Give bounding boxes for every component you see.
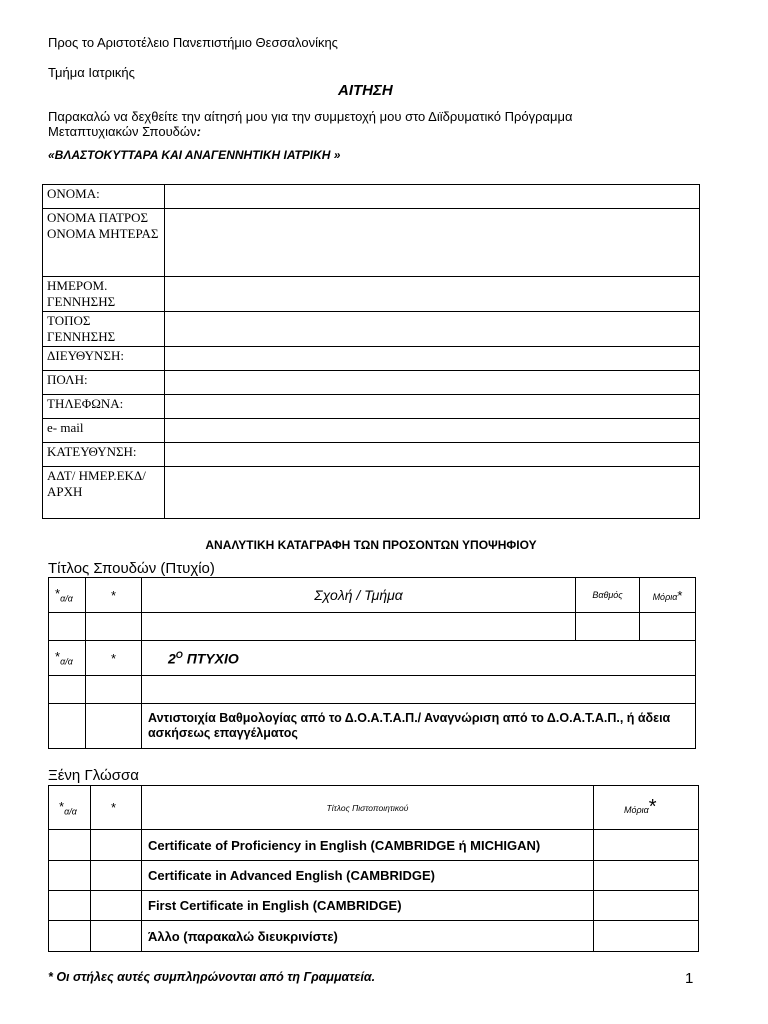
field-label: ΔΙΕΥΘΥΝΣΗ:: [43, 347, 165, 371]
table-row: [43, 312, 700, 347]
field-input[interactable]: [165, 395, 700, 419]
aa-cell[interactable]: [49, 676, 86, 704]
field-input[interactable]: [165, 312, 700, 347]
field-input[interactable]: [165, 419, 700, 443]
program-title: «ΒΛΑΣΤΟΚΥΤΤΑΡΑ ΚΑΙ ΑΝΑΓΕΝΝΗΤΙΚΗ ΙΑΤΡΙΚΗ »: [48, 148, 341, 162]
school-cell[interactable]: [142, 613, 576, 641]
aa-cell[interactable]: [49, 921, 91, 952]
grade-header: Βαθμός: [576, 578, 640, 613]
aa-label: α/α: [60, 656, 73, 667]
language-section-title: Ξένη Γλώσσα: [48, 767, 139, 784]
field-label: ΗΜΕΡΟΜ. ΓΕΝΝΗΣΗΣ: [43, 277, 165, 312]
second-degree-text: ΠΤΥΧΙΟ: [182, 650, 239, 667]
points-cell[interactable]: [640, 613, 696, 641]
aa-header: [49, 578, 86, 613]
mark-cell[interactable]: [91, 921, 142, 952]
mark-cell[interactable]: [91, 861, 142, 891]
aa-header: [49, 641, 86, 676]
mark-cell[interactable]: [86, 704, 142, 749]
table-row: [49, 861, 699, 891]
page-number: 1: [685, 970, 694, 987]
second-degree-num: 2: [168, 650, 176, 667]
aa-cell[interactable]: [49, 613, 86, 641]
table-row: [49, 704, 696, 749]
field-input[interactable]: [165, 185, 700, 209]
mark-cell[interactable]: [91, 830, 142, 861]
school-header: Σχολή / Τμήμα: [142, 578, 576, 613]
star-header: *: [86, 641, 142, 676]
points-header: [594, 786, 699, 830]
personal-info-table: [42, 184, 700, 519]
table-row: [49, 578, 696, 613]
field-label: ΑΔΤ/ ΗΜΕΡ.ΕΚΔ/ ΑΡΧΗ: [43, 467, 165, 519]
degree-table: [48, 577, 696, 749]
star-mark: *: [59, 798, 65, 814]
aa-cell[interactable]: [49, 830, 91, 861]
aa-label: α/α: [60, 593, 73, 604]
table-row: [43, 277, 700, 312]
field-label: ΤΟΠΟΣ ΓΕΝΝΗΣΗΣ: [43, 312, 165, 347]
intro-line-1: Παρακαλώ να δεχθείτε την αίτησή μου για την συμμετοχή μου στο Διϊδρυματικό Πρόγραμμα: [48, 109, 573, 124]
table-row: [49, 891, 699, 921]
recipient-line: Προς το Αριστοτέλειο Πανεπιστήμιο Θεσσαλονίκης: [48, 35, 338, 50]
aa-label: α/α: [64, 806, 77, 817]
table-row: [49, 613, 696, 641]
points-cell[interactable]: [594, 891, 699, 921]
table-row: [49, 786, 699, 830]
table-row: [43, 185, 700, 209]
mark-cell[interactable]: [91, 891, 142, 921]
table-row: [43, 443, 700, 467]
field-input[interactable]: [165, 443, 700, 467]
points-label: Μόρια: [652, 591, 678, 602]
points-cell[interactable]: [594, 921, 699, 952]
page-title: ΑΙΤΗΣΗ: [338, 82, 393, 99]
points-label: Μόρια: [624, 805, 649, 815]
star-mark: *: [55, 649, 61, 665]
intro-colon: :: [196, 124, 201, 139]
equivalence-label: Αντιστοιχία Βαθμολογίας από το Δ.Ο.Α.Τ.Α.Π./ Αναγνώριση από το Δ.Ο.Α.Τ.Α.Π., ή άδεια ασκήσεως επαγγέλματος: [142, 704, 696, 749]
intro-line-2: [48, 124, 201, 139]
star-mark: *: [648, 796, 657, 818]
star-mark: *: [677, 587, 683, 603]
aa-cell[interactable]: [49, 891, 91, 921]
mark-cell[interactable]: [86, 613, 142, 641]
table-row: [49, 921, 699, 952]
field-label: ΟΝΟΜΑ:: [43, 185, 165, 209]
certificate-label: Certificate in Advanced English (CAMBRIDGE): [142, 861, 594, 891]
aa-cell[interactable]: [49, 704, 86, 749]
language-table: [48, 785, 699, 952]
footer-note: * Οι στήλες αυτές συμπληρώνονται από τη Γραμματεία.: [48, 970, 376, 984]
table-row: [43, 371, 700, 395]
points-cell[interactable]: [594, 830, 699, 861]
field-input[interactable]: [165, 371, 700, 395]
star-header: *: [86, 578, 142, 613]
star-header: *: [91, 786, 142, 830]
aa-cell[interactable]: [49, 861, 91, 891]
aa-header: [49, 786, 91, 830]
field-label: ΤΗΛΕΦΩΝΑ:: [43, 395, 165, 419]
grade-cell[interactable]: [576, 613, 640, 641]
qualifications-heading: ΑΝΑΛΥΤΙΚΗ ΚΑΤΑΓΡΑΦΗ ΤΩΝ ΠΡΟΣΟΝΤΩΝ ΥΠΟΨΗΦΙΟΥ: [205, 538, 537, 552]
points-cell[interactable]: [594, 861, 699, 891]
department-line: Τμήμα Ιατρικής: [48, 65, 135, 80]
degree-section-title: Τίτλος Σπουδών (Πτυχίο): [48, 560, 215, 577]
field-input[interactable]: [165, 467, 700, 519]
table-row: [49, 830, 699, 861]
certificate-label: First Certificate in English (CAMBRIDGE): [142, 891, 594, 921]
table-row: [43, 419, 700, 443]
table-row: [43, 209, 700, 277]
certificate-header: Τίτλος Πιστοποιητικού: [142, 786, 594, 830]
intro-line-2-text: Μεταπτυχιακών Σπουδών: [48, 124, 197, 139]
table-row: [43, 467, 700, 519]
field-label: ΟΝΟΜΑ ΠΑΤΡΟΣ ΟΝΟΜΑ ΜΗΤΕΡΑΣ: [43, 209, 165, 277]
table-row: [43, 347, 700, 371]
field-input[interactable]: [165, 277, 700, 312]
table-row: [49, 676, 696, 704]
table-row: [49, 641, 696, 676]
field-label: ΚΑΤΕΥΘΥΝΣΗ:: [43, 443, 165, 467]
star-mark: *: [55, 586, 61, 602]
points-header: [640, 578, 696, 613]
field-label: ΠΟΛΗ:: [43, 371, 165, 395]
field-label: e- mail: [43, 419, 165, 443]
certificate-label: Certificate of Proficiency in English (CAMBRIDGE ή MICHIGAN): [142, 830, 594, 861]
second-degree-cell[interactable]: [142, 676, 696, 704]
mark-cell[interactable]: [86, 676, 142, 704]
certificate-label: Άλλο (παρακαλώ διευκρινίστε): [142, 921, 594, 952]
second-degree-header: [142, 641, 696, 676]
field-input[interactable]: [165, 209, 700, 277]
table-row: [43, 395, 700, 419]
second-degree-sup: Ο: [175, 649, 183, 660]
field-input[interactable]: [165, 347, 700, 371]
